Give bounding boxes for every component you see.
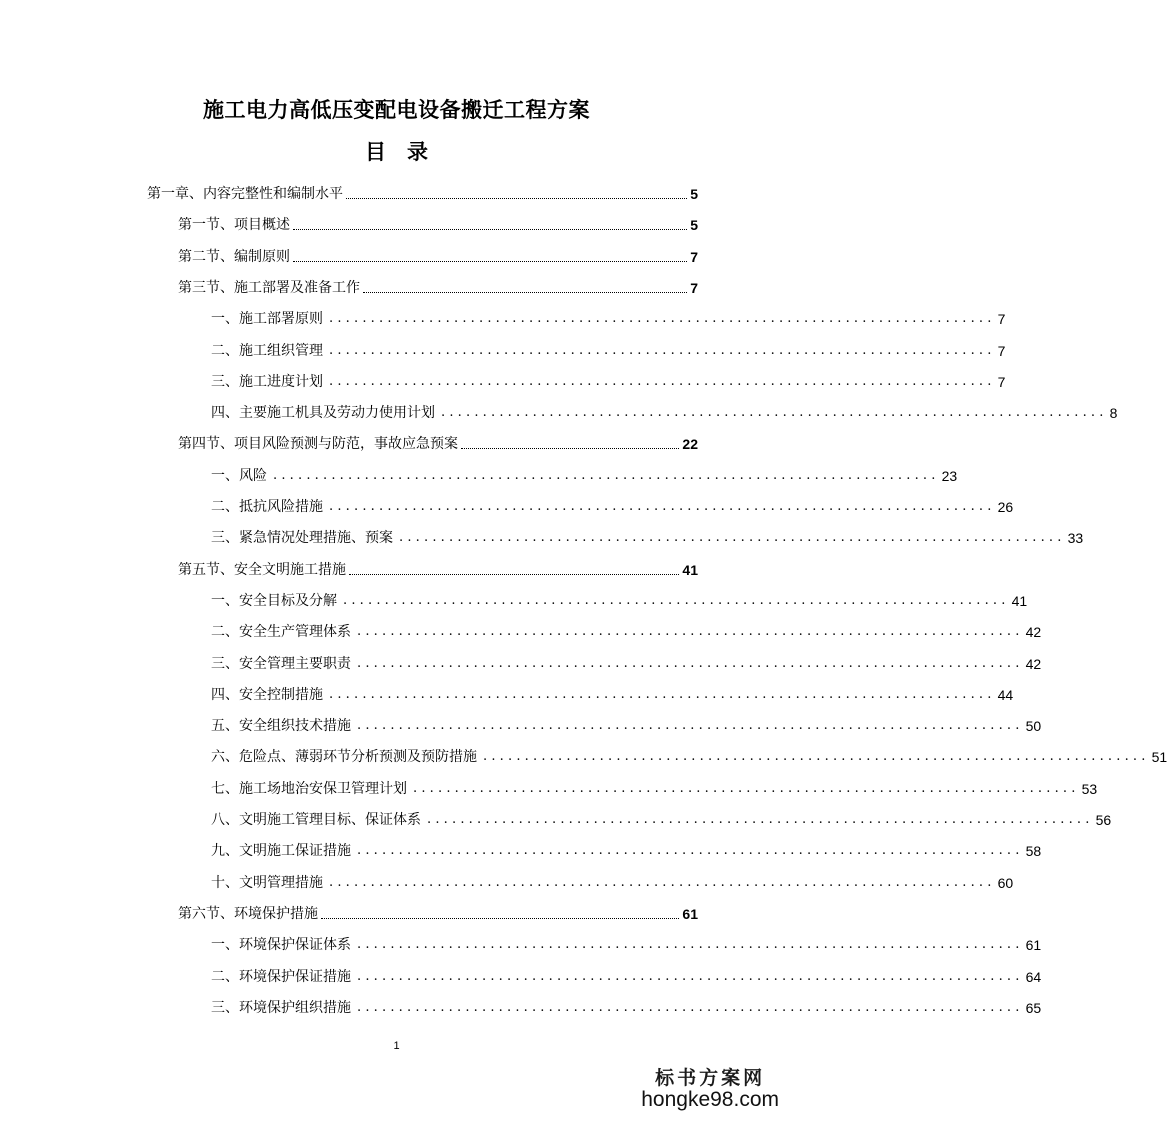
toc-leader-dots: ................................................................................ <box>427 812 1094 827</box>
toc-entry[interactable] <box>211 525 1084 547</box>
toc-entry-label: 第一章、内容完整性和编制水平 <box>147 186 343 202</box>
toc-entry-page: 58 <box>1025 843 1042 860</box>
toc-entry-label: 三、环境保护组织措施 <box>211 999 351 1016</box>
toc-entry-label: 三、施工进度计划 <box>211 373 323 390</box>
toc-entry-page: 61 <box>1025 937 1042 954</box>
toc-entry[interactable] <box>211 744 1167 766</box>
toc-entry[interactable] <box>211 932 1042 954</box>
toc-entry-page: 50 <box>1025 718 1042 735</box>
toc-entry[interactable] <box>211 494 1014 516</box>
toc-entry[interactable] <box>211 713 1042 735</box>
toc-entry-page: 7 <box>997 373 1006 390</box>
toc-entry-label: 二、安全生产管理体系 <box>211 624 351 641</box>
toc-entry-label: 第六节、环境保护措施 <box>178 905 318 922</box>
toc-leader-dots: ................................................................................ <box>343 592 1010 608</box>
toc-entry[interactable] <box>211 369 1006 391</box>
toc-entry-label: 四、主要施工机具及劳动力使用计划 <box>211 405 435 422</box>
toc-entry[interactable] <box>211 338 1006 360</box>
toc-entry[interactable] <box>178 901 698 923</box>
toc-entry[interactable] <box>211 400 1118 422</box>
toc-leader-dots: ................................................................................ <box>399 530 1066 546</box>
toc-leader-dots: ................................................................................ <box>441 405 1108 421</box>
toc-leader-dots: ................................................................................ <box>483 749 1150 765</box>
toc-leader-dots: ................................................................................ <box>273 467 940 483</box>
toc-entry-label: 五、安全组织技术措施 <box>211 718 351 735</box>
toc-entry-label: 二、环境保护保证措施 <box>211 968 351 985</box>
toc-leader-dots: ................................................................................ <box>329 499 996 514</box>
toc-entry-page: 7 <box>997 311 1006 328</box>
toc-entry-page: 61 <box>682 905 698 922</box>
toc-entry-page: 26 <box>997 499 1014 515</box>
toc-entry-page: 7 <box>690 248 698 265</box>
toc-leader-dots <box>349 574 679 575</box>
toc-leader-dots <box>363 292 687 293</box>
watermark-url: hongke98.com <box>641 1088 779 1111</box>
toc-entry-label: 一、风险 <box>211 467 267 484</box>
toc-entry-label: 三、安全管理主要职责 <box>211 655 351 672</box>
watermark-name: 标书方案网 <box>655 1067 766 1089</box>
toc-leader-dots: ................................................................................ <box>329 373 996 389</box>
toc-entry-label: 一、环境保护保证体系 <box>211 937 351 954</box>
toc-entry-label: 四、安全控制措施 <box>211 686 323 703</box>
toc-entry[interactable] <box>147 181 698 203</box>
toc-entry-label: 九、文明施工保证措施 <box>211 843 351 860</box>
toc-entry[interactable] <box>211 870 1014 892</box>
toc-entry-page: 7 <box>997 342 1006 359</box>
toc-entry-page: 60 <box>997 874 1014 891</box>
toc-entry-label: 八、文明施工管理目标、保证体系 <box>211 812 421 828</box>
toc-entry[interactable] <box>211 306 1006 328</box>
toc-leader-dots <box>293 261 687 262</box>
toc-heading: 目 录 <box>365 139 428 164</box>
toc-entry-label: 第二节、编制原则 <box>178 248 290 265</box>
toc-entry-label: 一、施工部署原则 <box>211 311 323 328</box>
toc-entry[interactable] <box>211 807 1112 829</box>
toc-entry-label: 三、紧急情况处理措施、预案 <box>211 530 393 547</box>
toc-entry[interactable] <box>178 244 698 266</box>
toc-leader-dots: ................................................................................ <box>329 342 996 358</box>
toc-entry-page: 22 <box>682 436 698 453</box>
toc-entry[interactable] <box>211 776 1098 798</box>
toc-leader-dots: ................................................................................ <box>329 874 996 890</box>
toc-leader-dots: ................................................................................ <box>357 968 1024 984</box>
toc-entry-page: 33 <box>1067 530 1084 547</box>
toc-entry-page: 42 <box>1025 655 1042 672</box>
toc-entry-label: 第四节、项目风险预测与防范，事故应急预案 <box>178 436 458 453</box>
toc-entry-page: 41 <box>682 561 698 578</box>
toc-entry-page: 53 <box>1081 780 1098 797</box>
toc-entry[interactable] <box>211 995 1042 1017</box>
toc-leader-dots: ................................................................................ <box>357 937 1024 953</box>
toc-entry-label: 第三节、施工部署及准备工作 <box>178 279 360 296</box>
toc-entry-label: 六、危险点、薄弱环节分析预测及预防措施 <box>211 749 477 766</box>
toc-entry-page: 8 <box>1109 405 1118 422</box>
toc-entry[interactable] <box>178 557 698 579</box>
toc-entry[interactable] <box>211 619 1042 641</box>
toc-entry-label: 一、安全目标及分解 <box>211 592 337 609</box>
toc-leader-dots: ................................................................................ <box>329 686 996 702</box>
toc-entry-page: 7 <box>690 279 698 296</box>
toc-leader-dots: ................................................................................ <box>413 780 1080 796</box>
document-title: 施工电力高低压变配电设备搬迁工程方案 <box>203 97 590 122</box>
toc-entry-label: 十、文明管理措施 <box>211 874 323 891</box>
toc-entry[interactable] <box>211 651 1042 673</box>
toc-entry[interactable] <box>211 463 958 485</box>
toc-leader-dots: ................................................................................ <box>357 999 1024 1015</box>
toc-entry-page: 51 <box>1151 749 1167 766</box>
toc-entry[interactable] <box>178 212 698 234</box>
toc-entry[interactable] <box>211 682 1014 704</box>
toc-entry-label: 第五节、安全文明施工措施 <box>178 561 346 578</box>
toc-entry[interactable] <box>178 431 698 453</box>
toc-leader-dots: ................................................................................ <box>357 843 1024 859</box>
toc-entry-page: 42 <box>1025 624 1042 641</box>
toc-entry-page: 5 <box>690 186 698 202</box>
toc-leader-dots: ................................................................................ <box>357 624 1024 640</box>
toc-entry-page: 44 <box>997 686 1014 703</box>
toc-entry-page: 5 <box>690 217 698 234</box>
toc-entry[interactable] <box>178 275 698 297</box>
toc-leader-dots <box>461 448 679 449</box>
toc-entry-label: 七、施工场地治安保卫管理计划 <box>211 780 407 797</box>
toc-entry-label: 二、施工组织管理 <box>211 342 323 359</box>
toc-entry-page: 65 <box>1025 999 1042 1016</box>
toc-leader-dots: ................................................................................ <box>329 311 996 327</box>
toc-entry-page: 23 <box>941 467 958 484</box>
toc-leader-dots <box>321 918 679 919</box>
toc-entry[interactable] <box>211 588 1028 610</box>
watermark-logo <box>641 1063 779 1112</box>
toc-entry-page: 64 <box>1025 968 1042 985</box>
toc-entry[interactable] <box>211 838 1042 860</box>
toc-entry-page: 56 <box>1095 812 1112 828</box>
toc-leader-dots <box>293 229 687 230</box>
toc-leader-dots: ................................................................................ <box>357 718 1024 734</box>
toc-leader-dots <box>346 198 687 199</box>
toc-entry-page: 41 <box>1011 592 1028 609</box>
page-number: 1 <box>393 1040 400 1052</box>
toc-entry-label: 第一节、项目概述 <box>178 217 290 234</box>
toc-entry[interactable] <box>211 964 1042 986</box>
toc-entry-label: 二、抵抗风险措施 <box>211 499 323 515</box>
toc-leader-dots: ................................................................................ <box>357 655 1024 671</box>
